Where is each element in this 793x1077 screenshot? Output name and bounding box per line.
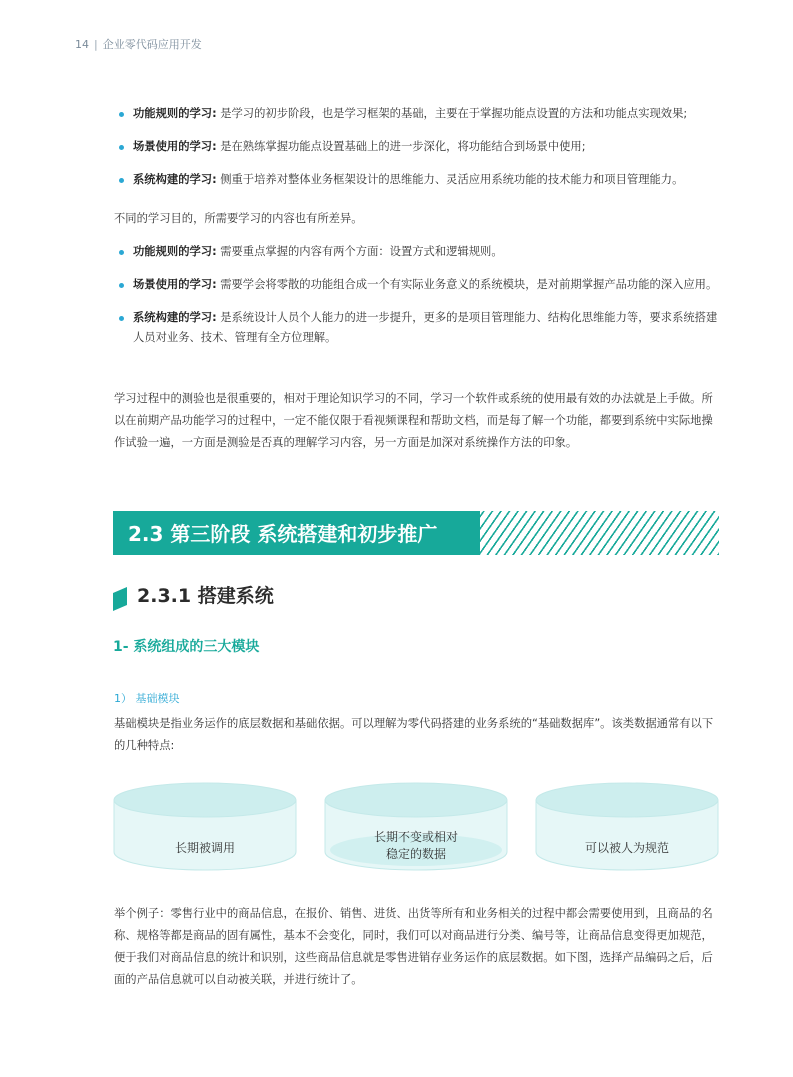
book-title: 企业零代码应用开发 — [102, 38, 202, 51]
feature-label: 可以被人为规范 — [584, 841, 669, 855]
learning-content-list — [115, 242, 721, 361]
list-item-term: 功能规则的学习: — [133, 107, 217, 120]
list-item-text: 侧重于培养对整体业务框架设计的思维能力、灵活应用系统功能的技术能力和项目管理能力。 — [220, 173, 684, 186]
banner-stripes — [480, 511, 719, 555]
subsection-title: 2.3.1 搭建系统 — [137, 585, 274, 607]
paragraph-testing: 学习过程中的测验也是很重要的，相对于理论知识学习的不同，学习一个软件或系统的使用最有效的办法就是上手做。所以在前期产品功能学习的过程中，一定不能仅限于看视频课程和帮助文档，而是每了解一个功能，都要到系统中实际地操作试验一遍，一方面是测验是否真的理解学习内容，另一方面是加深对系统操作方法的印象。 — [114, 392, 713, 449]
list-item — [115, 104, 721, 124]
list-item-term: 场景使用的学习: — [133, 278, 217, 291]
paragraph-example: 举个例子：零售行业中的商品信息，在报价、销售、进货、出货等所有和业务相关的过程中都会需要使用到，且商品的名称、规格等都是商品的固有属性，基本不会变化，同时，我们可以对商品进行分类、编号等，让商品信息变得更加规范，便于我们对商品信息的统计和识别，这些商品信息就是零售进销存业务运作的底层数据。如下图，选择产品编码之后，后面的产品信息就可以自动被关联，并进行统计了。 — [114, 907, 713, 986]
feature-label: 稳定的数据 — [385, 847, 446, 861]
list-item — [115, 137, 721, 157]
feature-cylinder — [535, 782, 719, 872]
header-separator: | — [94, 38, 98, 51]
heading-modules: 1- 系统组成的三大模块 — [113, 639, 260, 655]
feature-label: 长期被调用 — [174, 841, 235, 855]
cylinder-shape — [113, 782, 297, 872]
paragraph-intro: 不同的学习目的，所需要学习的内容也有所差异。 — [114, 212, 363, 225]
subsection-marker-icon — [113, 587, 127, 611]
feature-label: 长期不变或相对 — [373, 830, 458, 844]
feature-cylinder — [113, 782, 297, 872]
section-banner — [113, 511, 719, 555]
list-item — [115, 242, 721, 262]
page-header — [75, 36, 202, 52]
list-item-text: 是学习的初步阶段，也是学习框架的基础，主要在于掌握功能点设置的方法和功能点实现效果; — [220, 107, 688, 120]
list-item — [115, 308, 721, 348]
list-item-term: 系统构建的学习: — [133, 311, 217, 324]
page-number: 14 — [75, 38, 89, 51]
list-item — [115, 275, 721, 295]
list-item-text: 需要重点掌握的内容有两个方面：设置方式和逻辑规则。 — [220, 245, 503, 258]
feature-cylinder — [324, 782, 508, 872]
list-item-term: 场景使用的学习: — [133, 140, 217, 153]
paragraph-basic-module: 基础模块是指业务运作的底层数据和基础依据。可以理解为零代码搭建的业务系统的“基础数据库”。该类数据通常有以下的几种特点: — [114, 717, 714, 752]
learning-types-list — [115, 104, 721, 203]
cylinder-shape — [535, 782, 719, 872]
list-item-text: 需要学会将零散的功能组合成一个有实际业务意义的系统模块，是对前期掌握产品功能的深入应用。 — [220, 278, 718, 291]
section-title: 2.3 第三阶段 系统搭建和初步推广 — [128, 522, 438, 546]
list-item-term: 系统构建的学习: — [133, 173, 217, 186]
list-item-text: 是系统设计人员个人能力的进一步提升，更多的是项目管理能力、结构化思维能力等，要求系统搭建人员对业务、技术、管理有全方位理解。 — [133, 311, 718, 344]
list-item — [115, 170, 721, 190]
heading-basic-module: 1） 基础模块 — [114, 692, 180, 705]
list-item-text: 是在熟练掌握功能点设置基础上的进一步深化，将功能结合到场景中使用; — [220, 140, 586, 153]
list-item-term: 功能规则的学习: — [133, 245, 217, 258]
